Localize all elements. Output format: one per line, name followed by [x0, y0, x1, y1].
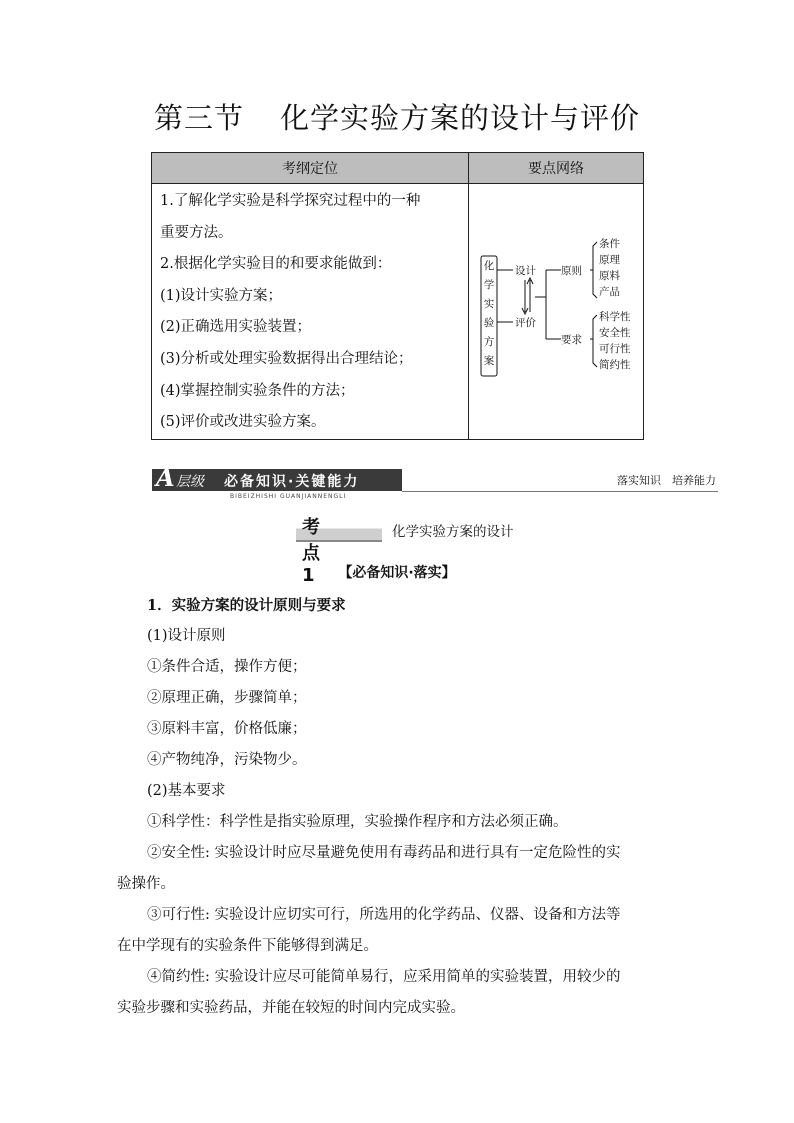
- objective-line: (4)掌握控制实验条件的方法；: [160, 382, 355, 399]
- node-design: 设计: [515, 265, 536, 277]
- principle-item: 原理: [599, 254, 620, 266]
- outline-table: [151, 152, 644, 440]
- objective-line: (2)正确选用实验装置；: [160, 319, 312, 336]
- list-item-cont: 在中学现有的实验条件下能够得到满足。: [117, 938, 378, 954]
- root-char: 方: [483, 336, 495, 348]
- section-title: 化学实验方案的设计与评价: [280, 101, 641, 135]
- root-char: 案: [483, 355, 495, 367]
- objective-line: 2.根据化学实验目的和要求能做到：: [160, 256, 392, 273]
- level-banner: [152, 463, 718, 500]
- objective-line: (1)设计实验方案；: [160, 287, 283, 304]
- requirement-item: 可行性: [599, 343, 631, 355]
- section-number: 第三节: [153, 101, 244, 135]
- objective-line: 1.了解化学实验是科学探究过程中的一种: [160, 193, 421, 209]
- outline-objectives: [152, 184, 469, 440]
- requirement-item: 简约性: [599, 359, 631, 371]
- list-item: ②安全性: 实验设计时应尽量避免使用有毒药品和进行具有一定危险性的实: [147, 845, 621, 861]
- section-heading: 1．实验方案的设计原则与要求: [147, 597, 346, 614]
- brace-requirement: [590, 315, 597, 339]
- banner-heading: 必备知识·关键能力: [224, 474, 360, 490]
- level-letter: A: [156, 463, 175, 492]
- banner-pinyin: BIBEIZHISHI GUANJIANNENGLI: [230, 493, 347, 500]
- page-title: [0, 96, 794, 137]
- kaodian-name: 化学实验方案的设计: [392, 524, 514, 540]
- banner-rule: [402, 491, 718, 492]
- list-item: ③原料丰富，价格低廉；: [147, 721, 307, 737]
- outline-header-left: 考纲定位: [152, 153, 469, 184]
- paragraph: (2)基本要求: [147, 783, 226, 799]
- root-char: 验: [483, 317, 495, 329]
- list-item: ③可行性: 实验设计应切实可行，所选用的化学药品、仪器、设备和方法等: [147, 907, 621, 923]
- objective-line: (5)评价或改进实验方案。: [160, 414, 326, 431]
- paragraph: (1)设计原则: [147, 628, 226, 644]
- brace-principle: [590, 242, 597, 270]
- principle-item: 原料: [599, 270, 620, 282]
- knowledge-network-cell: [469, 184, 644, 440]
- banner-tagline: 落实知识 培养能力: [617, 474, 716, 487]
- list-item: ①科学性：科学性是指实验原理，实验操作程序和方法必须正确。: [147, 814, 568, 830]
- level-word: 层级: [176, 474, 204, 490]
- kaodian-label: 考点 1: [302, 517, 324, 586]
- list-item-cont: 验操作。: [117, 876, 175, 892]
- requirement-item: 科学性: [599, 311, 631, 323]
- node-requirement: 要求: [561, 334, 582, 346]
- node-evaluate: 评价: [515, 317, 536, 329]
- principle-item: 条件: [599, 238, 620, 250]
- list-item: ④简约性: 实验设计应尽可能简单易行，应采用简单的实验装置，用较少的: [147, 969, 621, 985]
- objective-line: 重要方法。: [160, 224, 233, 241]
- root-char: 学: [483, 279, 495, 291]
- body-text: [117, 590, 677, 1024]
- list-item: ①条件合适，操作方便；: [147, 659, 307, 675]
- subheading: 【必备知识·落实】: [338, 565, 456, 581]
- knowledge-network-diagram: [469, 184, 651, 434]
- root-char: 化: [483, 260, 495, 272]
- outline-header-right: 要点网络: [469, 153, 644, 184]
- list-item: ②原理正确，步骤简单；: [147, 690, 307, 706]
- node-principle: 原则: [561, 265, 582, 277]
- principle-item: 产品: [599, 286, 620, 298]
- requirement-item: 安全性: [599, 327, 631, 339]
- brace-requirement: [593, 339, 597, 367]
- objective-line: (3)分析或处理实验数据得出合理结论；: [160, 350, 413, 367]
- root-char: 实: [483, 298, 495, 310]
- list-item-cont: 实验步骤和实验药品，并能在较短的时间内完成实验。: [117, 1000, 465, 1016]
- brace-principle: [593, 270, 597, 298]
- list-item: ④产物纯净，污染物少。: [147, 752, 307, 768]
